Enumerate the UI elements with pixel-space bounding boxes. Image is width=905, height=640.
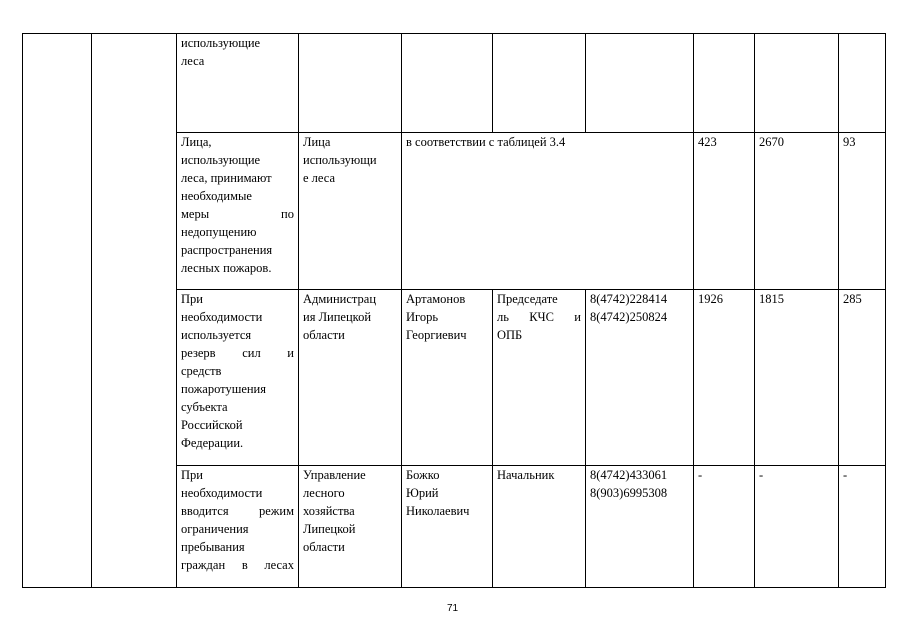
value-cell: 285 bbox=[839, 290, 886, 466]
phone-cell bbox=[586, 34, 694, 133]
cell-line: области bbox=[303, 540, 345, 554]
cell-line: Начальник bbox=[497, 468, 555, 482]
cell-line: Липецкой bbox=[303, 522, 356, 536]
value-cell: 1926 bbox=[694, 290, 755, 466]
action-cell bbox=[177, 133, 299, 290]
executor-cell bbox=[299, 133, 402, 290]
cell-line: При bbox=[181, 468, 203, 482]
cell-line: использующие bbox=[181, 36, 261, 50]
cell-line: 8(4742)228414 bbox=[590, 292, 668, 306]
cell-line: хозяйства bbox=[303, 504, 355, 518]
cell-line: ия Липецкой bbox=[303, 310, 372, 324]
cell-line: пребывания bbox=[181, 540, 245, 554]
full-name-cell bbox=[402, 290, 493, 466]
action-cell bbox=[177, 34, 299, 133]
cell-line: ограничения bbox=[181, 522, 249, 536]
cell-line: Администрац bbox=[303, 292, 377, 306]
value-cell: - bbox=[694, 466, 755, 588]
cell-line: ль КЧС и bbox=[497, 310, 581, 324]
cell-line: резерв сил и bbox=[181, 346, 294, 360]
cell-line: Лица bbox=[303, 135, 331, 149]
cell-line: 8(4742)250824 bbox=[590, 310, 668, 324]
empty-cell-col2 bbox=[92, 34, 177, 588]
value-cell: - bbox=[755, 466, 839, 588]
cell-line: необходимости bbox=[181, 486, 263, 500]
cell-line: е леса bbox=[303, 171, 336, 185]
cell-line: Игорь bbox=[406, 310, 439, 324]
cell-line: пожаротушения bbox=[181, 382, 266, 396]
action-cell bbox=[177, 290, 299, 466]
cell-line: Георгиевич bbox=[406, 328, 467, 342]
cell-line: используется bbox=[181, 328, 252, 342]
phone-cell bbox=[586, 466, 694, 588]
phone-cell bbox=[586, 290, 694, 466]
executor-cell bbox=[299, 290, 402, 466]
cell-line: Председате bbox=[497, 292, 558, 306]
position-cell bbox=[493, 34, 586, 133]
full-name-cell bbox=[402, 466, 493, 588]
cell-line: 8(4742)433061 bbox=[590, 468, 668, 482]
cell-line: использующи bbox=[303, 153, 377, 167]
value-cell: 423 bbox=[694, 133, 755, 290]
cell-line: необходимости bbox=[181, 310, 263, 324]
value-cell: - bbox=[839, 466, 886, 588]
value-cell bbox=[694, 34, 755, 133]
cell-line: области bbox=[303, 328, 345, 342]
executor-cell bbox=[299, 34, 402, 133]
cell-line: средств bbox=[181, 364, 222, 378]
cell-line: распространения bbox=[181, 243, 273, 257]
cell-line: Лица, bbox=[181, 135, 212, 149]
cell-line: Управление bbox=[303, 468, 366, 482]
empty-cell-col1 bbox=[23, 34, 92, 588]
page-number: 71 bbox=[446, 603, 459, 614]
cell-line: вводится режим bbox=[181, 504, 294, 518]
cell-line: Артамонов bbox=[406, 292, 466, 306]
value-cell bbox=[755, 34, 839, 133]
cell-line: леса, принимают bbox=[181, 171, 272, 185]
cell-line: Юрий bbox=[406, 486, 439, 500]
position-cell bbox=[493, 290, 586, 466]
cell-line: Федерации. bbox=[181, 436, 244, 450]
cell-line: лесного bbox=[303, 486, 345, 500]
cell-line: использующие bbox=[181, 153, 261, 167]
cell-line: Николаевич bbox=[406, 504, 470, 518]
merged-note-cell: в соответствии с таблицей 3.4 bbox=[402, 133, 694, 290]
value-cell: 2670 bbox=[755, 133, 839, 290]
fire-response-table bbox=[22, 33, 886, 588]
position-cell bbox=[493, 466, 586, 588]
table-row bbox=[23, 34, 886, 133]
action-cell bbox=[177, 466, 299, 588]
executor-cell bbox=[299, 466, 402, 588]
cell-line: При bbox=[181, 292, 203, 306]
full-name-cell bbox=[402, 34, 493, 133]
cell-line: меры по bbox=[181, 207, 294, 221]
cell-line: Российской bbox=[181, 418, 243, 432]
value-cell: 93 bbox=[839, 133, 886, 290]
cell-line: недопущению bbox=[181, 225, 257, 239]
cell-line: 8(903)6995308 bbox=[590, 486, 668, 500]
value-cell bbox=[839, 34, 886, 133]
cell-line: Божко bbox=[406, 468, 440, 482]
cell-line: граждан в лесах bbox=[181, 558, 294, 572]
cell-line: лесных пожаров. bbox=[181, 261, 272, 275]
cell-line: субъекта bbox=[181, 400, 228, 414]
cell-line: леса bbox=[181, 54, 205, 68]
cell-line: необходимые bbox=[181, 189, 252, 203]
value-cell: 1815 bbox=[755, 290, 839, 466]
cell-line: ОПБ bbox=[497, 328, 523, 342]
